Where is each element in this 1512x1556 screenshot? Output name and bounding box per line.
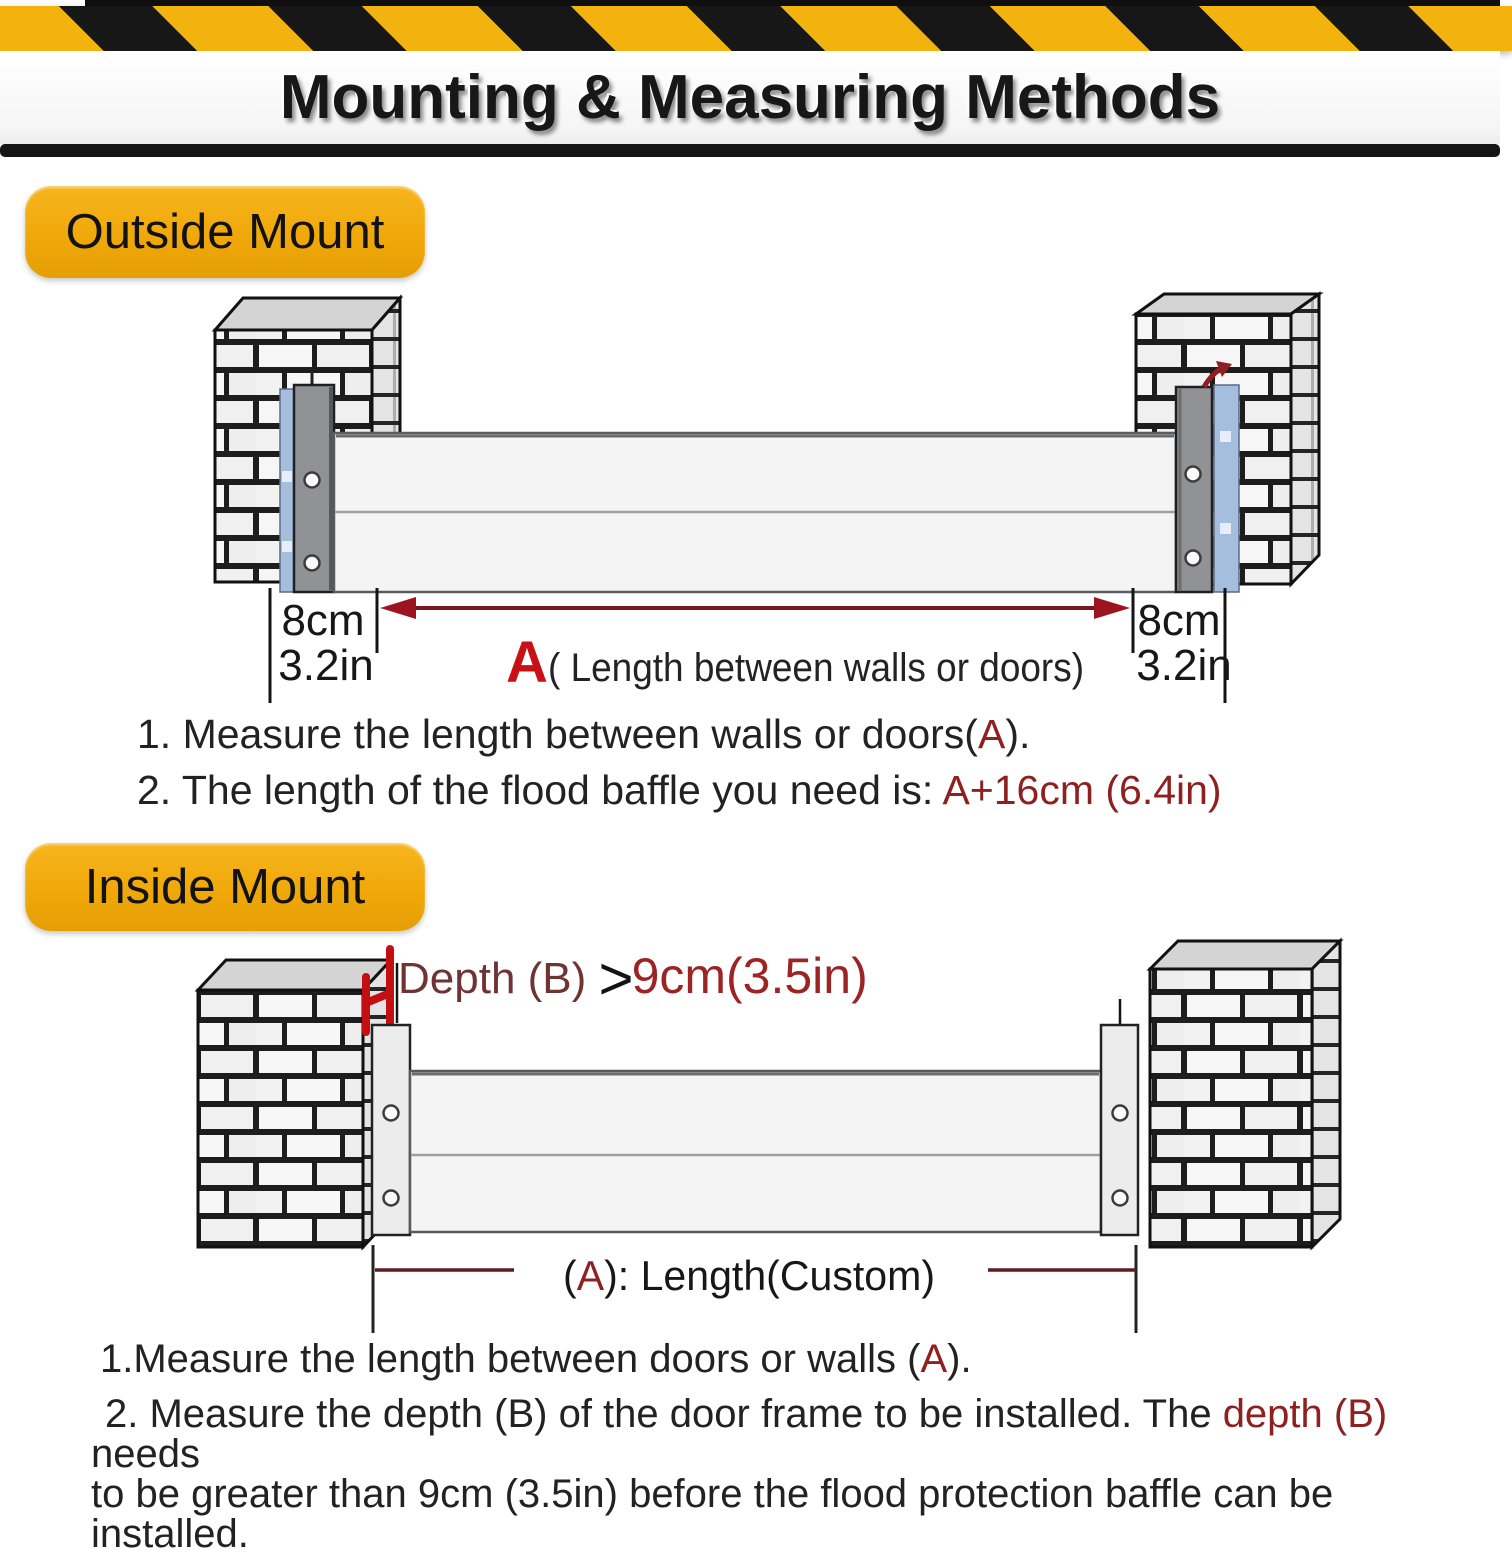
pillar-cap [1136, 294, 1319, 314]
dim-right-cm: 8cm [1137, 596, 1221, 645]
screw-hole [384, 1106, 399, 1121]
inside-mount-diagram [140, 935, 1360, 1335]
span-label: ( Length between walls or doors) [548, 646, 1084, 690]
outside-step-2: 2. The length of the flood baffle you need is: A+16cm (6.4in) [137, 767, 1222, 813]
pillar-side-face [1312, 941, 1340, 1247]
dimension-arrow-head [380, 597, 416, 619]
dimension-arrow-head [1094, 597, 1130, 619]
screw-hole [1186, 467, 1201, 482]
screw-hole [384, 1191, 399, 1206]
outside-mount-steps [137, 712, 1467, 812]
span-letter-a: A [506, 630, 548, 695]
seal-strip-right [1214, 385, 1239, 592]
dim-left-cm: 8cm [281, 596, 365, 645]
page-title: Mounting & Measuring Methods [279, 63, 1221, 132]
outside-step-1: 1. Measure the length between walls or doors(A). [137, 711, 1031, 757]
inside-mount-badge-label: Inside Mount [84, 860, 366, 914]
dim-right-in: 3.2in [1136, 641, 1232, 690]
flood-barrier [410, 1071, 1101, 1232]
flood-barrier [334, 433, 1176, 592]
seal-spot [1220, 523, 1231, 534]
inside-step-2: 2. Measure the depth (B) of the door frame to be installed. The depth (B) needs to be greater than 9cm (3.5in) before the flood protection baffle can be installed. [91, 1392, 1388, 1556]
screw-hole [1113, 1106, 1128, 1121]
outside-mount-badge-label: Outside Mount [65, 205, 385, 259]
seal-spot [282, 471, 292, 482]
header-divider-bar [0, 144, 1500, 157]
pillar-side-face [1291, 294, 1319, 584]
depth-requirement-label: Depth (B) >9cm(3.5in) [398, 945, 868, 1012]
pillar-front-face [198, 990, 363, 1247]
length-custom-label: (A): Length(Custom) [563, 1252, 943, 1299]
seal-spot [1220, 431, 1231, 442]
inside-mount-badge [25, 843, 425, 931]
inside-mount-steps [91, 1338, 1481, 1554]
hazard-stripe-banner [0, 6, 1512, 51]
outside-mount-badge [25, 186, 425, 278]
pillar-front-face [1150, 969, 1312, 1247]
screw-hole [305, 473, 320, 488]
pillar-cap [215, 298, 400, 330]
screw-hole [305, 556, 320, 571]
screw-hole [1113, 1191, 1128, 1206]
screw-hole [1186, 551, 1201, 566]
pillar-cap [1150, 941, 1340, 969]
dim-left-in: 3.2in [278, 641, 374, 690]
seal-spot [282, 541, 292, 552]
title-band [0, 51, 1500, 144]
inside-right-pillar [1150, 941, 1340, 1247]
outside-mount-diagram [140, 285, 1360, 705]
inside-step-1: 1.Measure the length between doors or walls (A). [100, 1337, 972, 1381]
